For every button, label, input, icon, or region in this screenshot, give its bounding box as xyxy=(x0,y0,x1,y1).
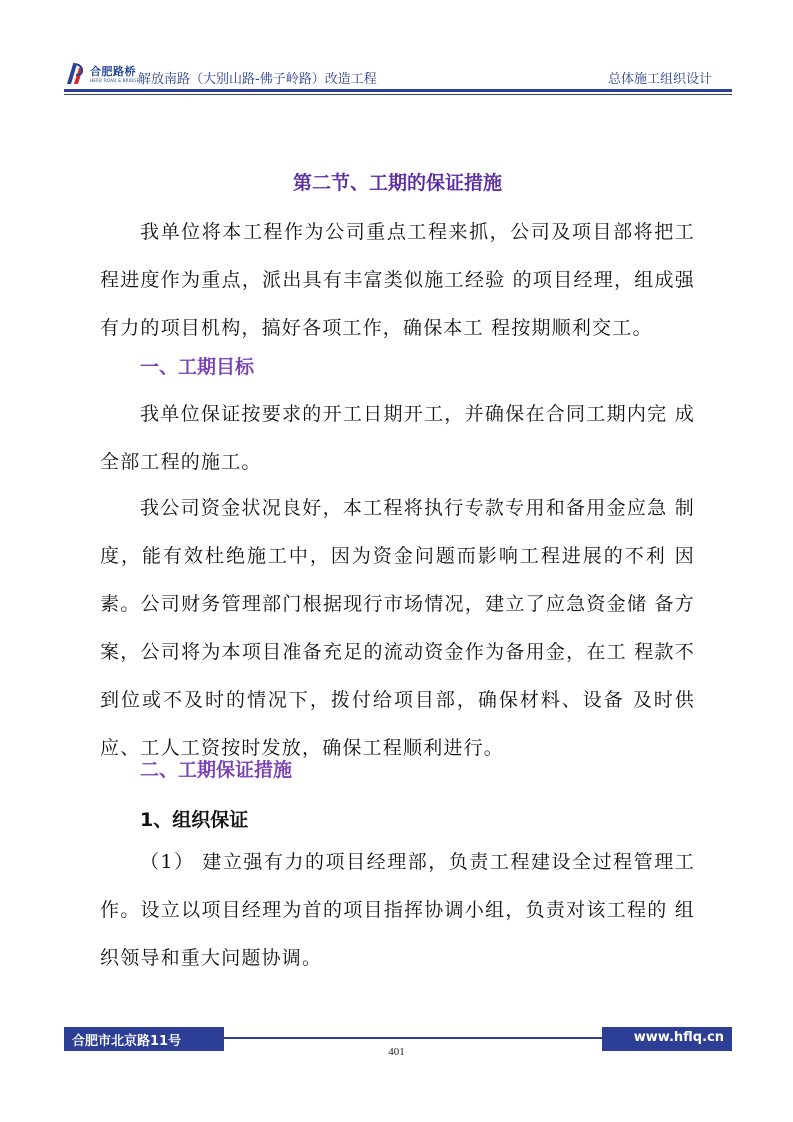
paragraph-organization: （1） 建立强有力的项目经理部，负责工程建设全过程管理工作。设立以项目经理为首的项目指挥协调小组，负责对该工程的 组织领导和重大问题协调。 xyxy=(100,851,695,969)
logo-english-name: HEFEI ROAD & BRIDGE xyxy=(90,77,140,83)
footer-divider xyxy=(224,1037,602,1039)
road-bridge-logo-icon xyxy=(64,62,86,86)
page-number: 401 xyxy=(388,1046,405,1058)
document-title: 总体施工组织设计 xyxy=(607,72,712,87)
heading-schedule-measures: 二、工期保证措施 xyxy=(140,759,293,781)
footer-address: 合肥市北京路11号 xyxy=(72,1034,182,1049)
project-name: 解放南路（大别山路-佛子岭路）改造工程 xyxy=(138,72,377,87)
section-title: 第二节、工期的保证措施 xyxy=(292,172,502,194)
heading-schedule-target: 一、工期目标 xyxy=(140,356,255,378)
header-divider-thick xyxy=(64,89,732,92)
paragraph-intro: 我单位将本工程作为公司重点工程来抓，公司及项目部将把工程进度作为重点，派出具有丰富类似施工经验 的项目经理，组成强有力的项目机构，搞好各项工作，确保本工 程按期顺利交工。 xyxy=(100,221,695,339)
paragraph-funding: 我公司资金状况良好，本工程将执行专款专用和备用金应急 制度，能有效杜绝施工中，因为资金问题而影响工程进展的不利 因素。公司财务管理部门根据现行市场情况，建立了应急资金储 备方案，公司将为本项目准备充足的流动资金作为备用金，在工 程款不到位或不及时的情况下，拨付给项目部，确保材料、设备 及时供应、工人工资按时发放，确保工程顺利进行。 xyxy=(100,497,695,759)
subheading-organization: 1、组织保证 xyxy=(140,809,249,831)
header-divider-thin xyxy=(64,94,732,95)
company-logo xyxy=(64,60,139,88)
page-header xyxy=(64,58,732,92)
logo-chinese-name: 合肥路桥 xyxy=(90,64,136,78)
footer-website: www.hflq.cn xyxy=(633,1030,724,1045)
paragraph-schedule-target: 我单位保证按要求的开工日期开工，并确保在合同工期内完 成全部工程的施工。 xyxy=(100,403,695,473)
